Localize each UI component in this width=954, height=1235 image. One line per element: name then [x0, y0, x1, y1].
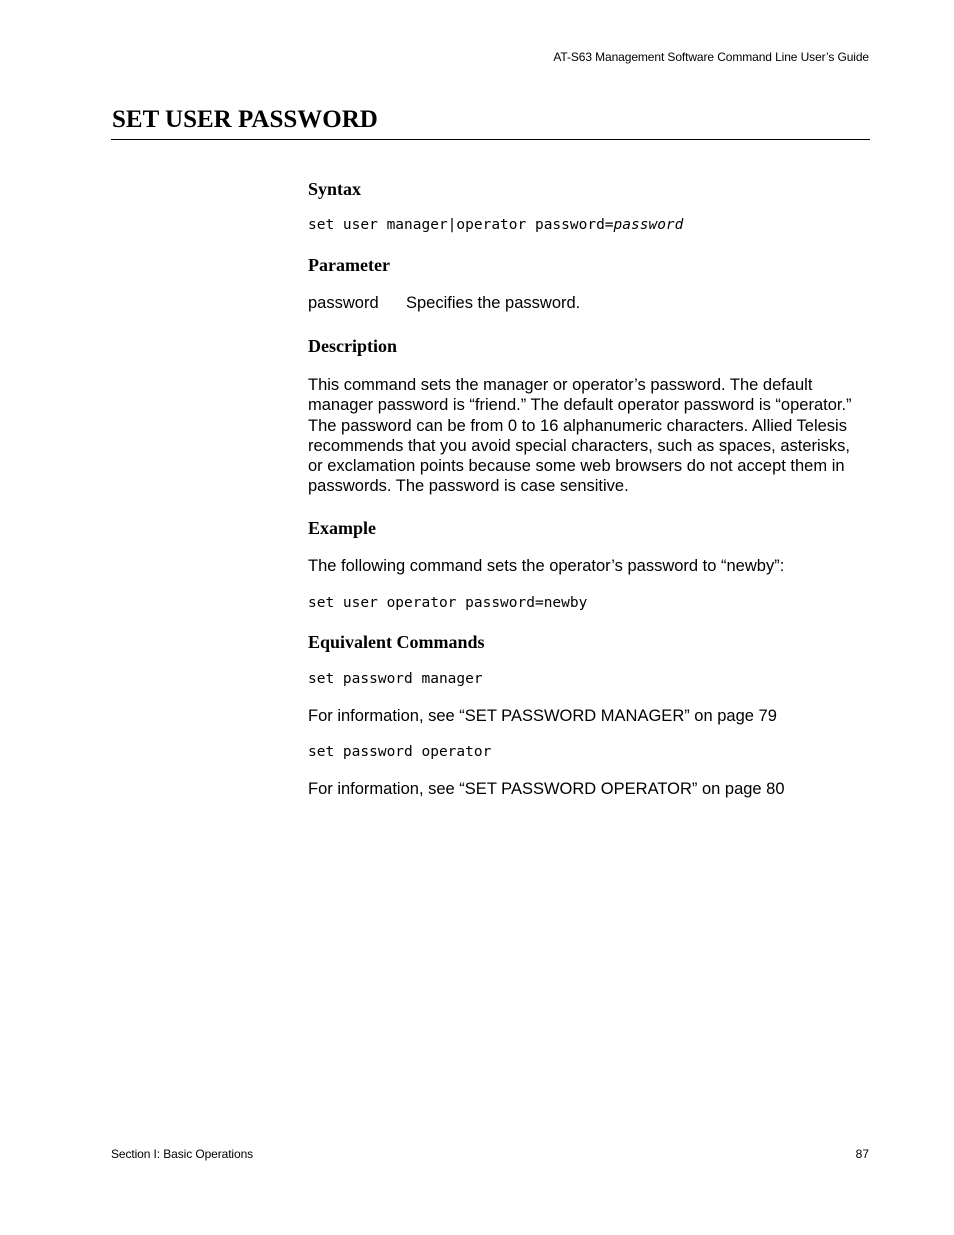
running-header: AT-S63 Management Software Command Line User’s Guide [553, 50, 869, 64]
parameter-name: password [308, 294, 379, 312]
syntax-heading: Syntax [308, 179, 362, 199]
example-heading: Example [308, 518, 377, 538]
example-command: set user operator password=newby [308, 595, 588, 611]
description-heading: Description [308, 336, 397, 356]
syntax-argument: password [613, 217, 684, 233]
equivalent-command: set password operator [308, 744, 492, 760]
description-paragraph [308, 375, 870, 497]
description-line: or exclamation points because some web browsers do not accept them in [308, 457, 845, 476]
example-intro: The following command sets the operator’s password to “newby”: [308, 557, 785, 575]
parameter-description: Specifies the password. [406, 294, 581, 312]
description-line: The password can be from 0 to 16 alphanumeric characters. Allied Telesis [308, 416, 847, 435]
description-line: recommends that you avoid special characters, such as spaces, asterisks, [308, 436, 850, 455]
page-title: SET USER PASSWORD [112, 106, 378, 133]
equivalent-reference: For information, see “SET PASSWORD OPERATOR” on page 80 [308, 780, 785, 798]
title-rule [111, 139, 870, 140]
page-number: 87 [855, 1147, 869, 1161]
description-line: This command sets the manager or operator’s password. The default [308, 376, 813, 394]
description-line: manager password is “friend.” The default operator password is “operator.” [308, 396, 852, 415]
equivalent-reference: For information, see “SET PASSWORD MANAGER” on page 79 [308, 707, 777, 725]
parameter-heading: Parameter [308, 255, 390, 275]
footer-section: Section I: Basic Operations [111, 1147, 254, 1161]
syntax-command-text: set user manager|operator password= [308, 217, 614, 233]
syntax-command [308, 217, 683, 233]
equivalent-commands-heading: Equivalent Commands [308, 632, 485, 652]
equivalent-command: set password manager [308, 671, 483, 687]
description-line: passwords. The password is case sensitive. [308, 477, 629, 496]
parameter-row [308, 294, 580, 313]
